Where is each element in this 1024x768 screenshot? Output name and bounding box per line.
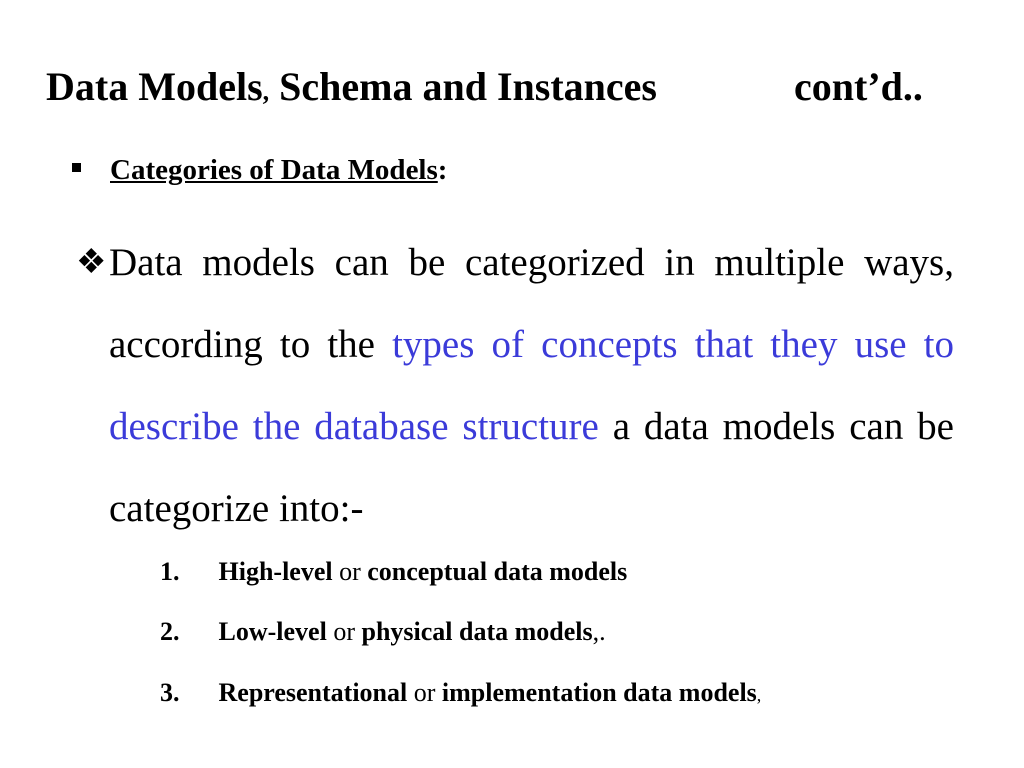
section-heading-label: Categories of Data Models	[110, 154, 438, 186]
list-item-second: implementation data models	[441, 678, 757, 707]
list-item-number: 1.	[160, 557, 180, 586]
list-item-first: Low-level	[218, 617, 327, 646]
list-item-first: High-level	[218, 557, 333, 586]
list-item-trail: ,	[756, 685, 762, 705]
list-item-second: physical data models	[361, 617, 593, 646]
list-item-second: conceptual data models	[367, 557, 628, 586]
list-item-number: 2.	[160, 617, 180, 646]
list-item	[160, 552, 627, 592]
body-paragraph	[76, 222, 954, 550]
paragraph-text-after: a data models can be categorize into:-	[109, 405, 954, 530]
list-item-connector: or	[339, 557, 361, 586]
list-item	[160, 673, 761, 713]
title-separator: ,	[262, 77, 270, 106]
list-item-connector: or	[333, 617, 355, 646]
list-item-trail: ,.	[592, 617, 606, 646]
paragraph-highlight: types of concepts that they use to describe the database structure	[109, 323, 955, 448]
list-item-first: Representational	[218, 678, 408, 707]
section-heading-colon: :	[437, 154, 448, 186]
paragraph-text-before: Data models can be categorized in multiple ways, according to the	[109, 241, 954, 366]
list-item-connector: or	[413, 678, 436, 707]
paragraph-text	[109, 222, 954, 550]
diamond-bullet-icon: ❖	[76, 244, 107, 281]
title-secondary: Schema and Instances	[279, 64, 657, 109]
slide-title	[46, 62, 923, 112]
list-item	[160, 612, 606, 652]
title-main: Data Models	[46, 64, 263, 109]
section-heading	[72, 150, 447, 190]
square-bullet-icon	[72, 163, 81, 172]
list-item-number: 3.	[160, 678, 180, 707]
title-continued: cont’d..	[794, 64, 923, 109]
